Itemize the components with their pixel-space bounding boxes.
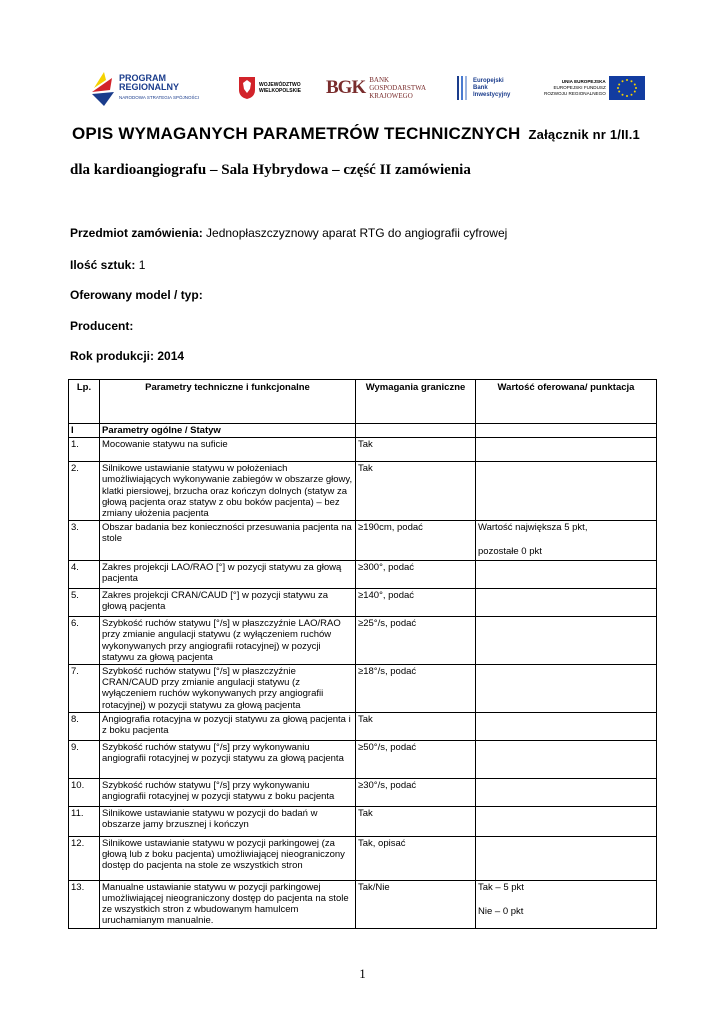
program-regionalny-emblem-icon [90, 68, 116, 108]
row-offered-value [476, 880, 657, 928]
row-offered-value [476, 438, 657, 462]
row-lp: 13. [69, 880, 100, 928]
wojewodztwo-logo [238, 66, 301, 110]
table-row [69, 740, 657, 778]
row-limit: ≥25°/s, podać [356, 617, 476, 665]
producer-field [70, 319, 133, 333]
bgk-line1: BANK [369, 76, 390, 84]
header-lp: Lp. [69, 380, 100, 424]
row-offered-value [476, 740, 657, 778]
row-limit: ≥140°, podać [356, 589, 476, 617]
row-limit: Tak [356, 806, 476, 836]
attachment-label: Załącznik nr 1/II.1 [528, 127, 640, 142]
quantity-value: 1 [135, 258, 146, 272]
section-row [69, 424, 657, 438]
table-row [69, 438, 657, 462]
program-subline: NARODOWA STRATEGIA SPÓJNOŚCI [119, 95, 200, 100]
eib-line1: Europejski [473, 77, 504, 84]
row-offered-value [476, 462, 657, 521]
row-parameter: Zakres projekcji LAO/RAO [°] w pozycji statywu za głową pacjenta [100, 561, 356, 589]
row-limit: ≥30°/s, podać [356, 778, 476, 806]
row-lp: 1. [69, 438, 100, 462]
quantity-field [70, 258, 145, 272]
table-row [69, 561, 657, 589]
eib-logo [456, 66, 510, 110]
table-row [69, 617, 657, 665]
row-lp: 6. [69, 617, 100, 665]
offered-score-line: Nie – 0 pkt [478, 906, 524, 918]
row-lp: 5. [69, 589, 100, 617]
table-row [69, 462, 657, 521]
eu-line1: UNIA EUROPEJSKA [561, 79, 606, 84]
row-offered-value [476, 521, 657, 561]
table-row [69, 665, 657, 713]
row-parameter: Szybkość ruchów statywu [°/s] w płaszczyźnie LAO/RAO przy zmianie angulacji statywu (z wyłączeniem ruchów wykonywanych przy angiografii rotacyjnej) w pozycji statywu za głową pacjenta [100, 617, 356, 665]
parameters-table [68, 379, 657, 929]
row-parameter: Mocowanie statywu na suficie [100, 438, 356, 462]
row-limit: ≥18°/s, podać [356, 665, 476, 713]
row-parameter: Szybkość ruchów statywu [°/s] w płaszczyźnie CRAN/CAUD przy zmianie angulacji statywu (z wyłączeniem ruchów wykonywanych przy angiografii rotacyjnej) w pozycji statywu za głową pacjenta [100, 665, 356, 713]
page-number: 1 [359, 966, 366, 981]
table-row [69, 806, 657, 836]
year-label: Rok produkcji: 2014 [70, 349, 185, 363]
program-line1: PROGRAM [119, 73, 166, 83]
row-limit: Tak [356, 712, 476, 740]
document-subtitle: dla kardioangiografu – Sala Hybrydowa – część II zamówienia [70, 162, 471, 178]
row-lp: 12. [69, 836, 100, 880]
eu-flag-icon [609, 76, 645, 100]
table-row [69, 836, 657, 880]
row-limit: Tak [356, 462, 476, 521]
row-parameter: Silnikowe ustawianie statywu w pozycji do badań w obszarze jamy brzusznej i kończyn [100, 806, 356, 836]
table-header-row [69, 380, 657, 424]
section-limit-cell [356, 424, 476, 438]
section-offered-cell [476, 424, 657, 438]
program-line2: REGIONALNY [119, 82, 180, 92]
row-lp: 2. [69, 462, 100, 521]
offered-score-line: pozostałe 0 pkt [478, 546, 542, 558]
row-limit: ≥190cm, podać [356, 521, 476, 561]
row-parameter: Angiografia rotacyjna w pozycji statywu za głową pacjenta i z boku pacjenta [100, 712, 356, 740]
row-offered-value [476, 561, 657, 589]
row-offered-value [476, 806, 657, 836]
table-row [69, 589, 657, 617]
row-parameter: Silnikowe ustawianie statywu w pozycji parkingowej (za głową lub z boku pacjenta) umożliwiającej nieograniczony dostęp do pacjenta na stole ze wszystkich stron [100, 836, 356, 880]
row-limit: Tak, opisać [356, 836, 476, 880]
row-parameter: Silnikowe ustawianie statywu w położeniach umożliwiających wykonywanie zabiegów w obszarze głowy, klatki piersiowej, brzucha oraz kończyn dolnych (statyw za głową pacjenta oraz statyw z obu boków pacjenta) – bez zmiany ułożenia pacjenta [100, 462, 356, 521]
row-offered-value [476, 589, 657, 617]
model-field [70, 288, 203, 302]
eagle-shield-icon [238, 76, 256, 100]
program-regionalny-logo [90, 66, 199, 110]
row-parameter: Obszar badania bez konieczności przesuwania pacjenta na stole [100, 521, 356, 561]
row-lp: 9. [69, 740, 100, 778]
row-offered-value [476, 665, 657, 713]
year-field [70, 349, 184, 363]
header-params: Parametry techniczne i funkcjonalne [100, 380, 356, 424]
bgk-mark: BGK [326, 77, 366, 98]
row-offered-value [476, 712, 657, 740]
row-parameter: Szybkość ruchów statywu [°/s] przy wykonywaniu angiografii rotacyjnej w pozycji statywu z boku pacjenta [100, 778, 356, 806]
row-lp: 8. [69, 712, 100, 740]
section-label: Parametry ogólne / Statyw [100, 424, 356, 438]
bgk-logo [326, 66, 426, 110]
subject-field [70, 226, 507, 240]
row-lp: 10. [69, 778, 100, 806]
sponsor-logos [90, 66, 650, 110]
table-row [69, 521, 657, 561]
row-parameter: Manualne ustawianie statywu w pozycji parkingowej umożliwiającej nieograniczony dostęp do pacjenta na stole ze wszystkich stron z wbudowanym hamulcem uruchamianym manualnie. [100, 880, 356, 928]
eu-line3: ROZWOJU REGIONALNEGO [544, 91, 606, 96]
eu-logo [544, 66, 645, 110]
row-limit: ≥300°, podać [356, 561, 476, 589]
wojewodztwo-line1: WOJEWÓDZTWO [259, 82, 301, 88]
document-title: OPIS WYMAGANYCH PARAMETRÓW TECHNICZNYCH [72, 124, 521, 143]
model-label: Oferowany model / typ: [70, 288, 203, 302]
row-limit: ≥50°/s, podać [356, 740, 476, 778]
wojewodztwo-line2: WIELKOPOLSKIE [259, 88, 301, 94]
row-lp: 4. [69, 561, 100, 589]
offered-score-line: Tak – 5 pkt [478, 881, 524, 893]
table-row [69, 712, 657, 740]
section-lp: I [69, 424, 100, 438]
header-offered: Wartość oferowana/ punktacja [476, 380, 657, 424]
row-offered-value [476, 836, 657, 880]
eib-line3: Inwestycyjny [473, 91, 511, 98]
row-offered-value [476, 778, 657, 806]
row-limit: Tak/Nie [356, 880, 476, 928]
row-parameter: Zakres projekcji CRAN/CAUD [°] w pozycji statywu za głową pacjenta [100, 589, 356, 617]
row-offered-value [476, 617, 657, 665]
quantity-label: Ilość sztuk: [70, 258, 136, 272]
eib-line2: Bank [473, 84, 488, 91]
row-lp: 11. [69, 806, 100, 836]
document-title-line [72, 124, 640, 144]
offered-score-line: Wartość największa 5 pkt, [478, 522, 588, 534]
row-lp: 3. [69, 521, 100, 561]
eib-bars-icon [456, 75, 470, 101]
eu-line2: EUROPEJSKI FUNDUSZ [553, 85, 606, 90]
subject-label: Przedmiot zamówienia: [70, 226, 203, 240]
producer-label: Producent: [70, 319, 134, 333]
header-limits: Wymagania graniczne [356, 380, 476, 424]
row-lp: 7. [69, 665, 100, 713]
bgk-line2: GOSPODARSTWA [369, 84, 427, 92]
bgk-line3: KRAJOWEGO [369, 92, 413, 100]
subject-value: Jednopłaszczyznowy aparat RTG do angiografii cyfrowej [202, 226, 508, 240]
table-row [69, 778, 657, 806]
row-limit: Tak [356, 438, 476, 462]
row-parameter: Szybkość ruchów statywu [°/s] przy wykonywaniu angiografii rotacyjnej w pozycji statywu za głową pacjenta [100, 740, 356, 778]
table-row [69, 880, 657, 928]
